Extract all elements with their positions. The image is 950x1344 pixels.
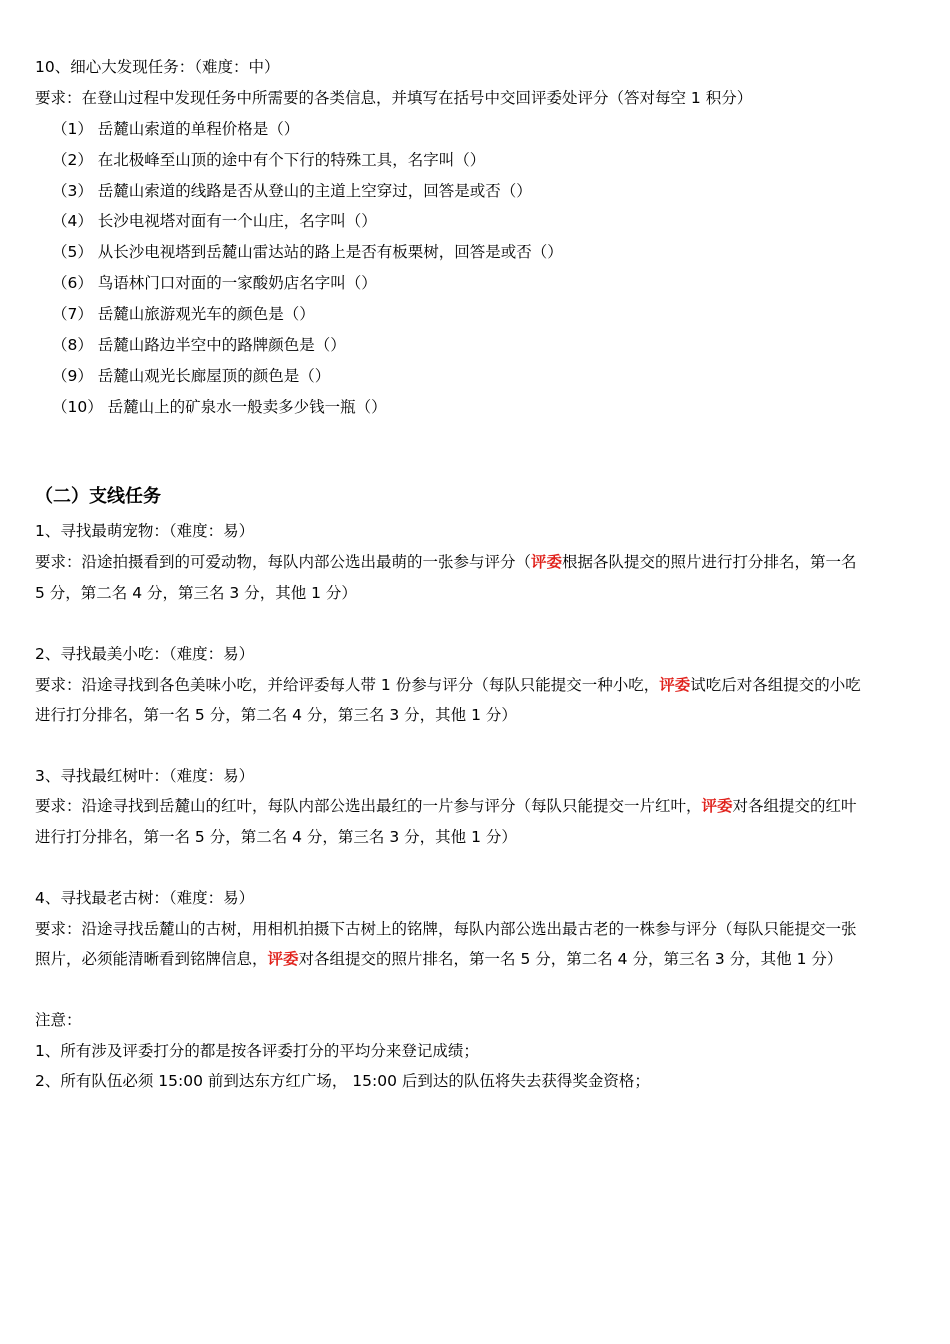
question-5: （5） 从长沙电视塔到岳麓山雷达站的路上是否有板栗树，回答是或否（） xyxy=(52,243,563,261)
side-task-2-requirement xyxy=(35,674,861,696)
requirement-text: 根据各队提交的照片进行打分排名，第一名 xyxy=(562,553,857,571)
note-item-2: 2、所有队伍必须 15:00 前到达东方红广场， 15:00 后到达的队伍将失去获得奖金资格； xyxy=(35,1072,650,1090)
task10-title: 10、细心大发现任务：（难度：中） xyxy=(35,58,280,76)
side-task-2-requirement-cont: 进行打分排名，第一名 5 分，第二名 4 分，第三名 3 分，其他 1 分） xyxy=(35,706,517,724)
side-task-3-title: 3、寻找最红树叶：（难度：易） xyxy=(35,767,255,785)
side-task-2-title: 2、寻找最美小吃：（难度：易） xyxy=(35,645,255,663)
side-task-3-requirement-cont: 进行打分排名，第一名 5 分，第二名 4 分，第三名 3 分，其他 1 分） xyxy=(35,828,517,846)
judge-highlight: 评委 xyxy=(701,797,733,815)
requirement-text: 对各组提交的红叶 xyxy=(732,797,857,815)
requirement-text: 要求：沿途寻找到岳麓山的红叶，每队内部公选出最红的一片参与评分（每队只能提交一片红叶， xyxy=(35,797,702,815)
requirement-text: 要求：沿途拍摄看到的可爱动物，每队内部公选出最萌的一张参与评分（ xyxy=(35,553,532,571)
requirement-text: 对各组提交的照片排名，第一名 5 分，第二名 4 分，第三名 3 分，其他 1 分） xyxy=(298,950,843,968)
task10-requirement: 要求：在登山过程中发现任务中所需要的各类信息，并填写在括号中交回评委处评分（答对每空 1 积分） xyxy=(35,89,753,107)
side-task-3-requirement xyxy=(35,795,857,817)
notes-title: 注意： xyxy=(35,1011,82,1029)
note-item-1: 1、所有涉及评委打分的都是按各评委打分的平均分来登记成绩； xyxy=(35,1042,479,1060)
side-task-4-title: 4、寻找最老古树：（难度：易） xyxy=(35,889,255,907)
requirement-text: 照片，必须能清晰看到铭牌信息， xyxy=(35,950,268,968)
question-7: （7） 岳麓山旅游观光车的颜色是（） xyxy=(52,305,315,323)
judge-highlight: 评委 xyxy=(267,950,299,968)
section-heading: （二）支线任务 xyxy=(35,486,161,507)
question-6: （6） 鸟语林门口对面的一家酸奶店名字叫（） xyxy=(52,274,377,292)
requirement-text: 要求：沿途寻找到各色美味小吃，并给评委每人带 1 份参与评分（每队只能提交一种小吃， xyxy=(35,676,660,694)
question-4: （4） 长沙电视塔对面有一个山庄，名字叫（） xyxy=(52,212,377,230)
side-task-1-requirement xyxy=(35,551,857,573)
side-task-4-requirement: 要求：沿途寻找岳麓山的古树，用相机拍摄下古树上的铭牌，每队内部公选出最古老的一株参与评分（每队只能提交一张 xyxy=(35,920,857,938)
question-10: （10） 岳麓山上的矿泉水一般卖多少钱一瓶（） xyxy=(52,398,387,416)
judge-highlight: 评委 xyxy=(531,553,563,571)
question-2: （2） 在北极峰至山顶的途中有个下行的特殊工具，名字叫（） xyxy=(52,151,486,169)
judge-highlight: 评委 xyxy=(659,676,691,694)
requirement-text: 试吃后对各组提交的小吃 xyxy=(690,676,861,694)
question-8: （8） 岳麓山路边半空中的路牌颜色是（） xyxy=(52,336,346,354)
question-9: （9） 岳麓山观光长廊屋顶的颜色是（） xyxy=(52,367,331,385)
question-1: （1） 岳麓山索道的单程价格是（） xyxy=(52,120,300,138)
side-task-4-requirement-cont xyxy=(35,948,842,970)
side-task-1-title: 1、寻找最萌宠物：（难度：易） xyxy=(35,522,255,540)
side-task-1-requirement-cont: 5 分，第二名 4 分，第三名 3 分，其他 1 分） xyxy=(35,584,357,602)
question-3: （3） 岳麓山索道的线路是否从登山的主道上空穿过，回答是或否（） xyxy=(52,182,532,200)
